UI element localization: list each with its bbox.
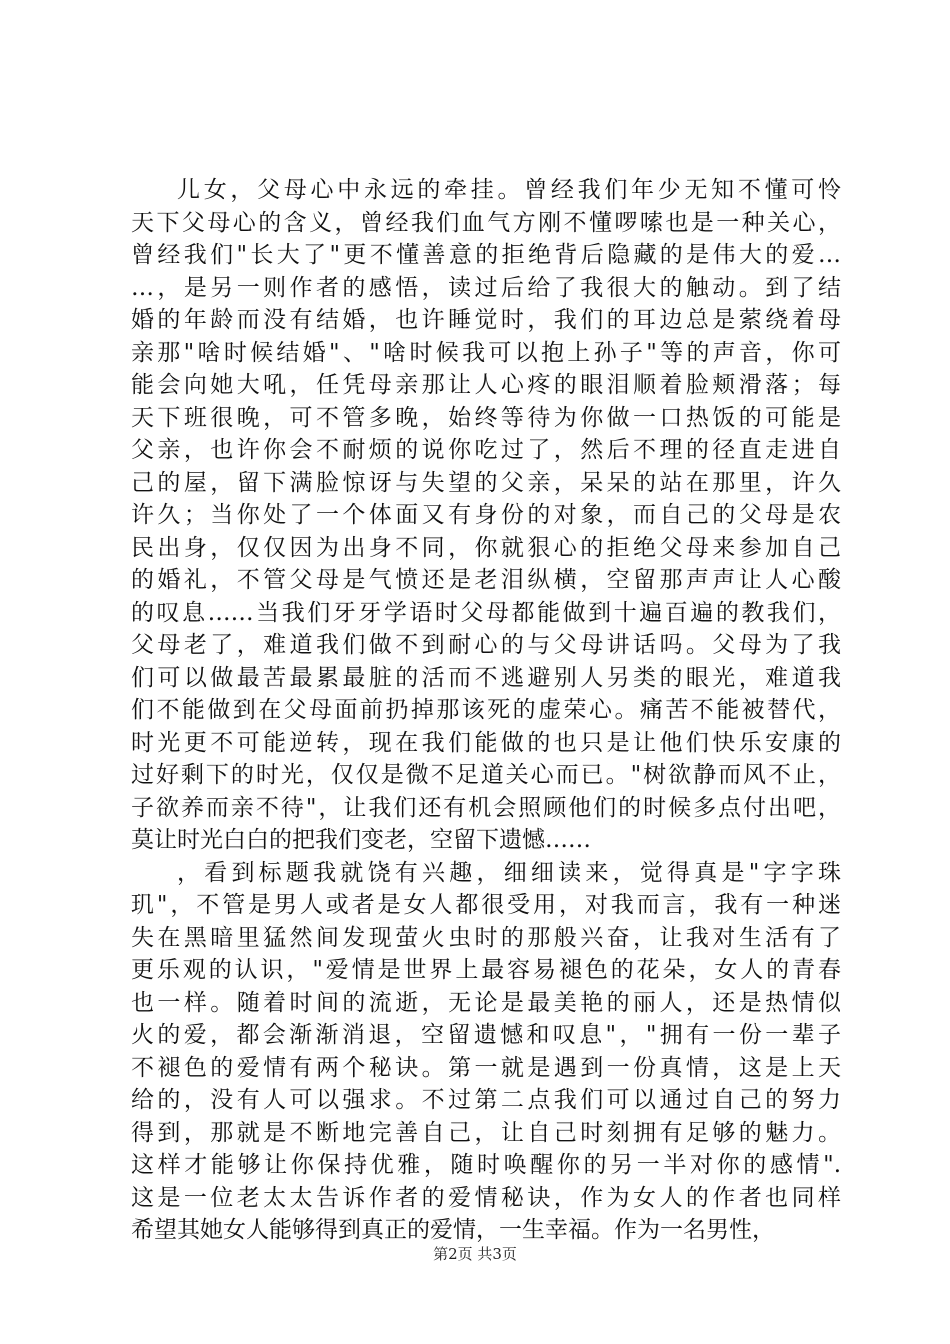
text-line: 们不能做到在父母面前扔掉那该死的虚荣心。痛苦不能被替代，: [131, 697, 841, 723]
text-line: 天下父母心的含义，曾经我们血气方刚不懂啰嗦也是一种关心，: [131, 209, 841, 236]
text-line: 曾经我们"长大了"更不懂善意的拒绝背后隐藏的是伟大的爱…: [131, 242, 841, 268]
text-line: 莫让时光白白的把我们变老，空留下遗憾……: [131, 827, 591, 853]
text-line: 父亲，也许你会不耐烦的说你吃过了，然后不理的径直走进自: [131, 437, 841, 463]
text-line: 过好剩下的时光，仅仅是微不足道关心而已。"树欲静而风不止，: [131, 762, 841, 788]
text-line: 失在黑暗里猛然间发现萤火虫时的那般兴奋，让我对生活有了: [131, 924, 841, 951]
page-number-footer: 第2页 共3页: [433, 1245, 517, 1263]
text-line: 这样才能够让你保持优雅，随时唤醒你的另一半对你的感情".: [131, 1152, 841, 1178]
text-line: 火的爱，都会渐渐消退，空留遗憾和叹息"，"拥有一份一辈子: [131, 1022, 841, 1048]
text-line: 希望其她女人能够得到真正的爱情，一生幸福。作为一名男性，: [131, 1217, 775, 1243]
text-line: ，看到标题我就饶有兴趣，细细读来，觉得真是"字字珠: [177, 859, 841, 886]
text-line: 亲那"啥时候结婚"、"啥时候我可以抱上孙子"等的声音，你可: [131, 339, 841, 366]
text-line: 的叹息……当我们牙牙学语时父母都能做到十遍百遍的教我们，: [131, 599, 841, 626]
text-line: 们可以做最苦最累最脏的活而不逃避别人另类的眼光，难道我: [131, 664, 841, 691]
text-line: 己的屋，留下满脸惊讶与失望的父亲，呆呆的站在那里，许久: [131, 469, 841, 496]
text-line: 婚的年龄而没有结婚，也许睡觉时，我们的耳边总是萦绕着母: [131, 307, 841, 333]
text-line: 更乐观的认识，"爱情是世界上最容易褪色的花朵，女人的青春: [131, 957, 841, 983]
text-line: 也一样。随着时间的流逝，无论是最美艳的丽人，还是热情似: [131, 989, 841, 1016]
text-line: 父母老了，难道我们做不到耐心的与父母讲话吗。父母为了我: [131, 632, 841, 658]
paragraph: [131, 174, 841, 857]
text-line: 许久；当你处了一个体面又有身份的对象，而自己的父母是农: [131, 502, 841, 528]
text-line: 能会向她大吼，任凭母亲那让人心疼的眼泪顺着脸颊滑落；每: [131, 372, 841, 398]
text-line: 时光更不可能逆转，现在我们能做的也只是让他们快乐安康的: [131, 729, 841, 756]
text-line: 的婚礼，不管父母是气愤还是老泪纵横，空留那声声让人心酸: [131, 567, 841, 593]
text-line: 民出身，仅仅因为出身不同，你就狠心的拒绝父母来参加自己: [131, 534, 841, 561]
text-line: 儿女，父母心中永远的牵挂。曾经我们年少无知不懂可怜: [177, 177, 841, 203]
document-body: [131, 174, 841, 1247]
text-line: 子欲养而亲不待"，让我们还有机会照顾他们的时候多点付出吧，: [131, 794, 841, 821]
text-line: 这是一位老太太告诉作者的爱情秘诀，作为女人的作者也同样: [131, 1184, 841, 1211]
paragraph: [131, 857, 841, 1247]
text-line: 得到，那就是不断地完善自己，让自己时刻拥有足够的魅力。: [131, 1119, 841, 1146]
text-line: 天下班很晚，可不管多晚，始终等待为你做一口热饭的可能是: [131, 404, 841, 431]
text-line: 不褪色的爱情有两个秘诀。第一就是遇到一份真情，这是上天: [131, 1054, 841, 1081]
text-line: 给的，没有人可以强求。不过第二点我们可以通过自己的努力: [131, 1087, 841, 1113]
text-line: …，是另一则作者的感悟，读过后给了我很大的触动。到了结: [131, 274, 841, 301]
text-line: 玑"，不管是男人或者是女人都很受用，对我而言，我有一种迷: [131, 892, 841, 918]
